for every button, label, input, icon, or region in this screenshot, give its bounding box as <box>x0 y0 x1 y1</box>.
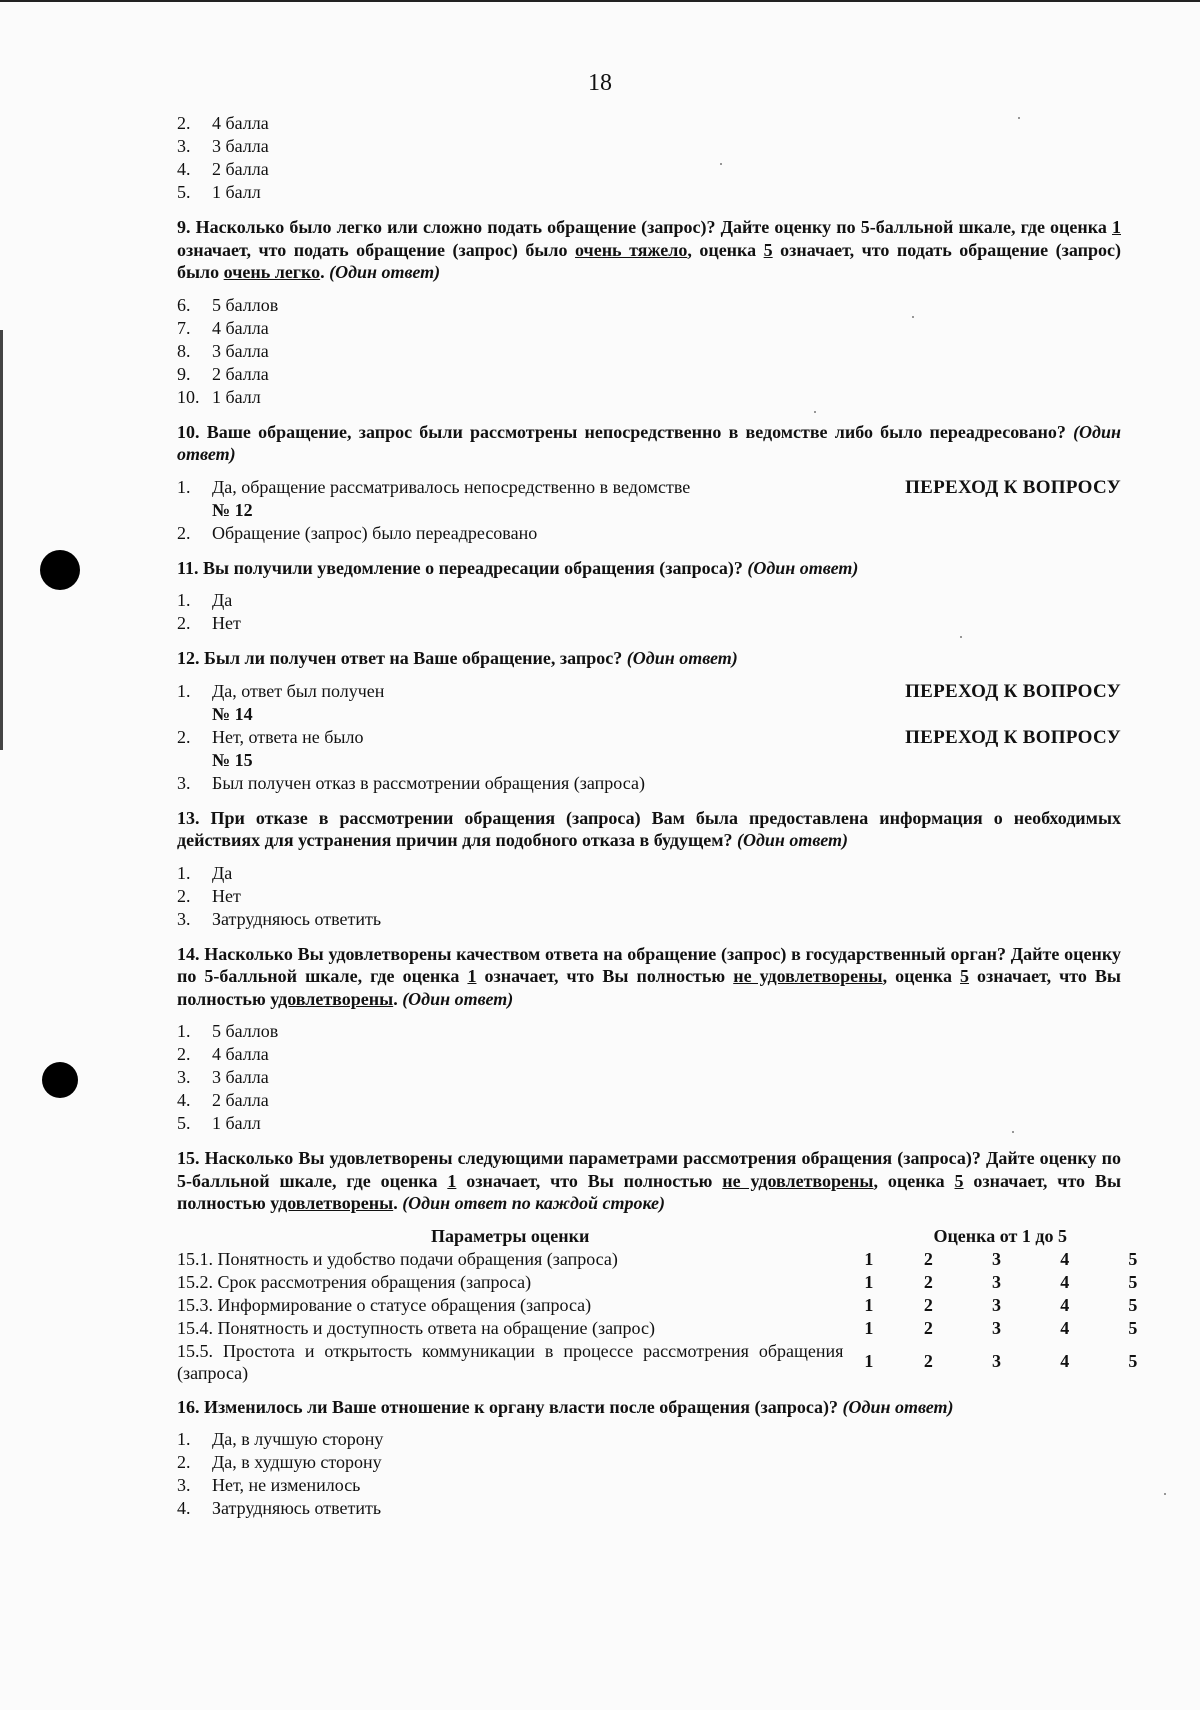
question-12: 12. Был ли получен ответ на Ваше обращение, запрос? (Один ответ) <box>177 648 738 668</box>
score-2: 2 <box>923 1351 933 1371</box>
option-item: 1. Да <box>177 862 233 883</box>
question-14: 14. Насколько Вы удовлетворены качеством ответа на обращение (запрос) в государственный орган? Дайте оценку по 5-балльной шкале, где оценка 1 означает, что Вы полностью не удовлетворены, оценка 5 означает, что Вы полностью удовлетворены. (Один ответ) <box>177 943 1121 1009</box>
option-item: 3. Затрудняюсь ответить <box>177 908 382 929</box>
option-item: 10. 1 балл <box>177 386 261 407</box>
punch-hole <box>42 1062 78 1098</box>
option-item: 2. Нет <box>177 613 241 633</box>
score-5: 5 <box>1128 1271 1138 1292</box>
top-rule <box>0 0 1200 2</box>
goto-question-number: № 14 <box>212 703 253 724</box>
score-1: 1 <box>864 1271 874 1292</box>
score-3: 3 <box>992 1351 1002 1371</box>
scan-edge <box>0 330 3 750</box>
question-16: 16. Изменилось ли Ваше отношение к органу власти после обращения (запроса)? (Один ответ) <box>177 1396 954 1417</box>
goto-question-number: № 12 <box>212 499 253 520</box>
scan-speck <box>1164 1493 1166 1495</box>
option-item: 1. Да, в лучшую сторону <box>177 1429 384 1449</box>
goto-label: ПЕРЕХОД К ВОПРОСУ <box>905 726 1121 748</box>
table-row <box>177 1248 1167 1271</box>
q9-options <box>177 294 1121 409</box>
option-item: 7. 4 балла <box>177 317 269 338</box>
score-1: 1 <box>864 1294 874 1315</box>
q16-options <box>177 1428 1121 1520</box>
score-2: 2 <box>923 1271 933 1292</box>
option-item: 2. 4 балла <box>177 1044 269 1064</box>
option-item: 1. 5 баллов <box>177 1021 279 1041</box>
option-item: 2. 4 балла <box>177 113 269 133</box>
option-item: 2. Нет, ответа не было ПЕРЕХОД К ВОПРОСУ <box>177 726 1121 748</box>
option-item: 1. Да, ответ был получен ПЕРЕХОД К ВОПРОСУ <box>177 680 1121 702</box>
option-item: 2. Нет <box>177 885 241 906</box>
option-item: 4. Затрудняюсь ответить <box>177 1498 382 1518</box>
score-5: 5 <box>1128 1351 1138 1371</box>
question-15: 15. Насколько Вы удовлетворены следующими параметрами рассмотрения обращения (запроса)? Дайте оценку по 5-балльной шкале, где оценка 1 означает, что Вы полностью не удовлетворены, оценка 5 означает, что Вы полностью удовлетворены. (Один ответ по каждой строке) <box>177 1148 1121 1213</box>
option-item: 5. 1 балл <box>177 1113 261 1133</box>
goto-question-number: № 15 <box>212 749 253 770</box>
param-label: 15.1. Понятность и удобство подачи обращения (запроса) <box>177 1248 618 1269</box>
score-4: 4 <box>1060 1248 1070 1269</box>
questionnaire <box>177 112 1138 1520</box>
score-5: 5 <box>1128 1317 1138 1338</box>
score-1: 1 <box>864 1317 874 1338</box>
q8-options <box>177 112 1121 204</box>
option-item: 1. Да, обращение рассматривалось непосредственно в ведомстве ПЕРЕХОД К ВОПРОСУ <box>177 476 1121 498</box>
option-item: 3. Был получен отказ в рассмотрении обращения (запроса) <box>177 772 645 793</box>
table-row <box>177 1294 1167 1317</box>
option-item: 6. 5 баллов <box>177 294 279 315</box>
score-3: 3 <box>992 1317 1002 1338</box>
score-2: 2 <box>923 1317 933 1338</box>
q10-options <box>177 476 1121 545</box>
option-item: 3. 3 балла <box>177 136 269 156</box>
param-label: 15.2. Срок рассмотрения обращения (запроса) <box>177 1271 532 1292</box>
table-row <box>177 1271 1167 1294</box>
score-4: 4 <box>1060 1351 1070 1371</box>
score-4: 4 <box>1060 1317 1070 1338</box>
table-row <box>177 1317 1167 1340</box>
question-13: 13. При отказе в рассмотрении обращения (запроса) Вам была предоставлена информация о необходимых действиях для устранения причин для подобного отказа в будущем? (Один ответ) <box>177 807 1121 850</box>
option-item: 2. Да, в худшую сторону <box>177 1452 382 1472</box>
score-2: 2 <box>923 1294 933 1315</box>
q12-options <box>177 680 1121 795</box>
question-9: 9. Насколько было легко или сложно подать обращение (запрос)? Дайте оценку по 5-балльной шкале, где оценка 1 означает, что подать обращение (запрос) было очень тяжело, оценка 5 означает, что подать обращение (запрос) было очень легко. (Один ответ) <box>177 217 1122 282</box>
question-10: 10. Ваше обращение, запрос были рассмотрены непосредственно в ведомстве либо было переадресовано? (Один ответ) <box>177 421 1121 464</box>
option-item: 4. 2 балла <box>177 1090 269 1110</box>
score-4: 4 <box>1060 1271 1070 1292</box>
score-3: 3 <box>992 1294 1002 1315</box>
score-3: 3 <box>992 1248 1002 1269</box>
score-5: 5 <box>1128 1294 1138 1315</box>
param-label: 15.4. Понятность и доступность ответа на обращение (запрос) <box>177 1317 655 1338</box>
option-item: 8. 3 балла <box>177 340 269 361</box>
question-11: 11. Вы получили уведомление о переадресации обращения (запроса)? (Один ответ) <box>177 557 859 578</box>
rating-table-header <box>177 1225 1167 1248</box>
option-item: 4. 2 балла <box>177 159 269 179</box>
score-5: 5 <box>1128 1248 1138 1269</box>
param-label: 15.3. Информирование о статусе обращения (запроса) <box>177 1294 592 1315</box>
option-item: 1. Да <box>177 590 233 610</box>
param-label: 15.5. Простота и открытость коммуникации в процессе рассмотрения обращения (запроса) <box>177 1340 844 1383</box>
option-item: 5. 1 балл <box>177 182 261 202</box>
goto-label: ПЕРЕХОД К ВОПРОСУ <box>905 680 1121 702</box>
score-1: 1 <box>864 1248 874 1269</box>
score-4: 4 <box>1060 1294 1070 1315</box>
q13-options <box>177 862 1121 931</box>
goto-label: ПЕРЕХОД К ВОПРОСУ <box>905 476 1121 498</box>
option-item: 2. Обращение (запрос) было переадресовано <box>177 522 538 543</box>
table-row <box>177 1340 1167 1384</box>
score-1: 1 <box>864 1351 874 1371</box>
page-number: 18 <box>588 70 612 96</box>
option-item: 3. Нет, не изменилось <box>177 1475 361 1495</box>
option-item: 3. 3 балла <box>177 1067 269 1087</box>
punch-hole <box>40 550 80 590</box>
q11-options <box>177 589 1121 635</box>
rating-table <box>177 1225 1167 1384</box>
col-params-header: Параметры оценки <box>431 1225 590 1246</box>
score-2: 2 <box>923 1248 933 1269</box>
score-3: 3 <box>992 1271 1002 1292</box>
q14-options <box>177 1020 1121 1135</box>
option-item: 9. 2 балла <box>177 363 269 384</box>
col-scores-header: Оценка от 1 до 5 <box>933 1225 1067 1246</box>
